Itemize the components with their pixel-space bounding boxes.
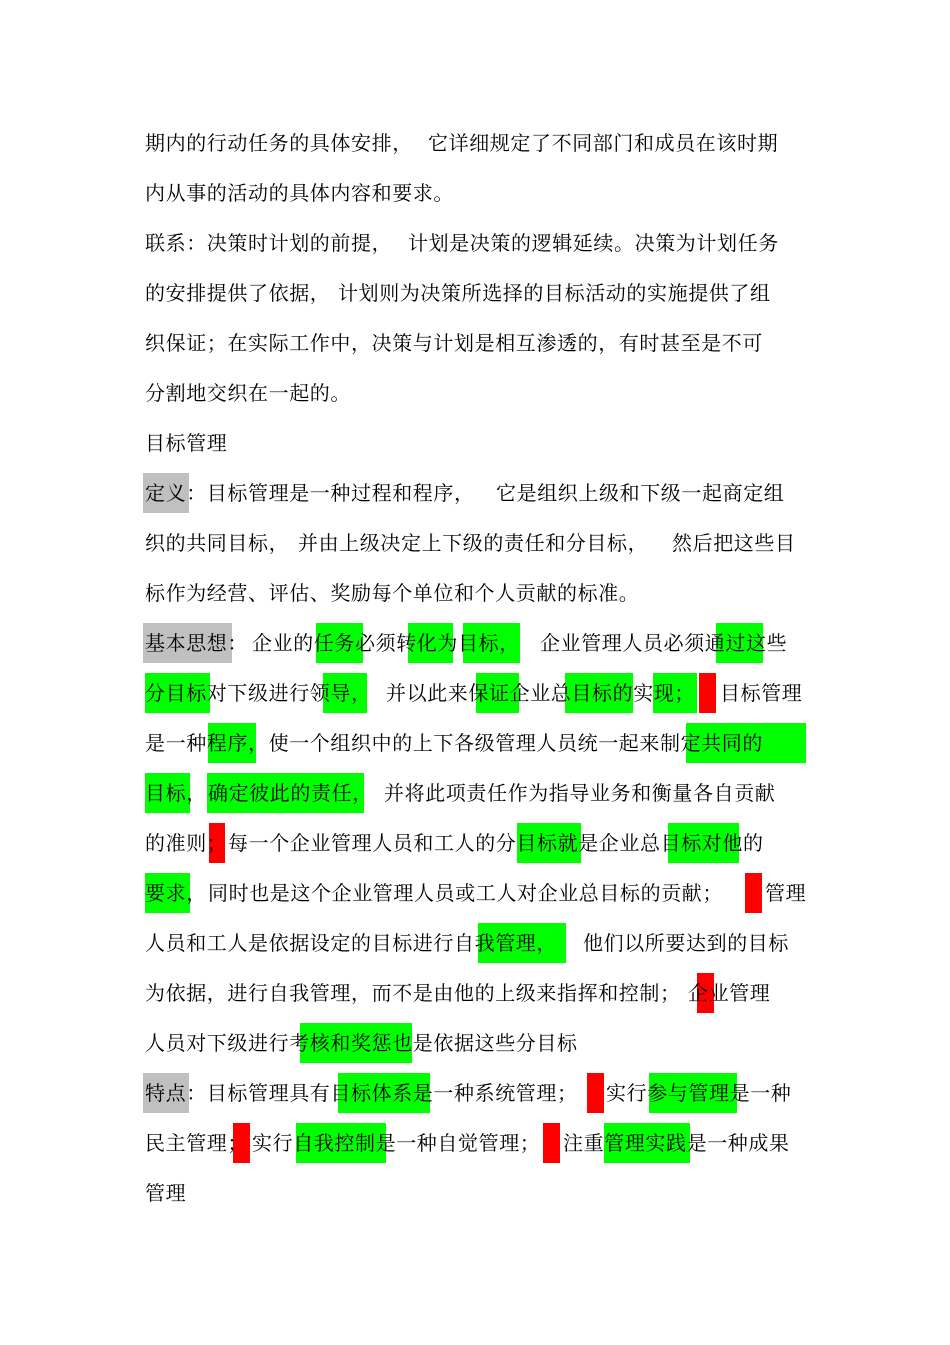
- text-segment: 定义：目标管理是一种过程和程序，: [145, 481, 475, 505]
- red-marker: [587, 1073, 604, 1113]
- text-segment: 联系：决策时计划的前提，: [145, 231, 393, 255]
- text-segment: 并将此项责任作为指导业务和衡量各自贡献: [384, 781, 776, 805]
- text-segment: 人员和工人是依据设定的目标进行自我管理，: [145, 931, 557, 955]
- text-segment: 为依据，进行自我管理，而不是由他的上级来指挥和控制；: [145, 981, 681, 1005]
- text-segment: 的准则；: [145, 831, 228, 855]
- text-segment: 织保证；在实际工作中，决策与计划是相互渗透的，有时甚至是不可: [145, 331, 763, 355]
- text-line: [0, 1023, 950, 1063]
- text-segment: 目标，: [145, 781, 207, 805]
- text-segment: 计划是决策的逻辑延续。决策为计划任务: [408, 231, 779, 255]
- text-line: [0, 773, 950, 813]
- text-segment: 管理: [765, 881, 807, 905]
- text-segment: 并以此来保证企业总目标的实现；: [386, 681, 695, 705]
- text-line: [0, 1173, 950, 1213]
- text-line: [0, 973, 950, 1013]
- text-segment: 他们以所要达到的目标: [583, 931, 789, 955]
- text-segment: 实行参与管理是一种: [606, 1081, 792, 1105]
- text-segment: 然后把这些目: [672, 531, 796, 555]
- text-line: [0, 473, 950, 513]
- text-segment: 并由上级决定上下级的责任和分目标，: [298, 531, 649, 555]
- text-segment: 企业的任务必须转化为目标，: [252, 631, 520, 655]
- text-line: [0, 673, 950, 713]
- text-line: [0, 123, 950, 163]
- text-segment: 目标管理: [720, 681, 803, 705]
- text-line: [0, 173, 950, 213]
- red-marker: [699, 673, 716, 713]
- text-segment: 的安排提供了依据，: [145, 281, 331, 305]
- text-line: [0, 623, 950, 663]
- text-segment: 实行自我控制是一种自觉管理；: [252, 1131, 541, 1155]
- text-line: [0, 373, 950, 413]
- text-segment: 分割地交织在一起的。: [145, 381, 351, 405]
- text-line: [0, 323, 950, 363]
- text-line: [0, 523, 950, 563]
- red-marker: [543, 1123, 560, 1163]
- text-segment: 同时也是这个企业管理人员或工人对企业总目标的贡献；: [208, 881, 723, 905]
- text-segment: 期内的行动任务的具体安排，: [145, 131, 413, 155]
- text-segment: 要求，: [145, 881, 207, 905]
- text-segment: 计划则为决策所选择的目标活动的实施提供了组: [338, 281, 771, 305]
- text-segment: 分目标对下级进行领导，: [145, 681, 372, 705]
- heading-text: 目标管理: [145, 431, 228, 455]
- text-segment: 特点：目标管理具有目标体系是一种系统管理；: [145, 1081, 578, 1105]
- text-segment: 织的共同目标，: [145, 531, 290, 555]
- text-line: [0, 923, 950, 963]
- text-line: [0, 873, 950, 913]
- text-segment: 是一种程序，使一个组织中的上下各级管理人员统一起来制定共同的: [145, 731, 763, 755]
- text-segment: 它是组织上级和下级一起商定组: [496, 481, 785, 505]
- text-line: [0, 273, 950, 313]
- text-segment: 确定彼此的责任，: [208, 781, 373, 805]
- section-heading: [0, 423, 950, 463]
- text-segment: 每一个企业管理人员和工人的分目标就是企业总目标对他的: [228, 831, 764, 855]
- text-segment: 它详细规定了不同部门和成员在该时期: [428, 131, 779, 155]
- text-line: [0, 1073, 950, 1113]
- text-segment: 管理: [145, 1181, 187, 1205]
- text-segment: 企业管理人员必须通过这些: [540, 631, 788, 655]
- red-marker: [745, 873, 762, 913]
- text-segment: 人员对下级进行考核和奖惩也是依据这些分目标: [145, 1031, 578, 1055]
- text-segment: 企业管理: [688, 981, 771, 1005]
- text-segment: 注重管理实践是一种成果: [563, 1131, 790, 1155]
- text-segment: 基本思想：: [145, 631, 248, 655]
- text-segment: 民主管理；: [145, 1131, 248, 1155]
- text-line: [0, 723, 950, 763]
- text-line: [0, 223, 950, 263]
- text-line: [0, 1123, 950, 1163]
- text-line: [0, 823, 950, 863]
- text-line: [0, 573, 950, 613]
- text-segment: 标作为经营、评估、奖励每个单位和个人贡献的标准。: [145, 581, 640, 605]
- text-segment: 内从事的活动的具体内容和要求。: [145, 181, 454, 205]
